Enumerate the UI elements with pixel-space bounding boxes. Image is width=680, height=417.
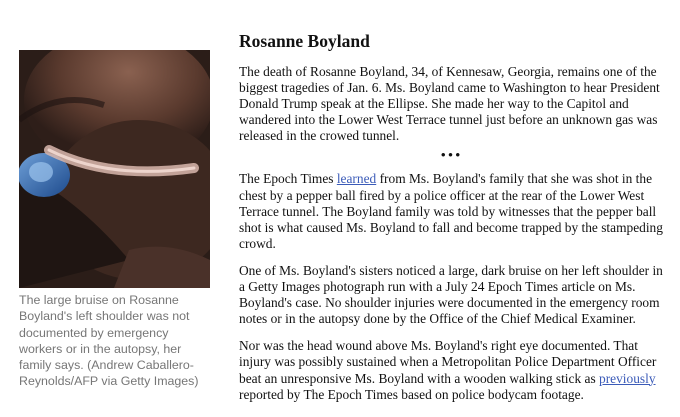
section-divider: ••• bbox=[440, 148, 463, 165]
article-body bbox=[239, 31, 664, 414]
photo-illustration bbox=[19, 50, 210, 288]
learned-link[interactable]: learned bbox=[336, 171, 377, 187]
paragraph-1: The death of Rosanne Boyland, 34, of Kennesaw, Georgia, remains one of the biggest tragedies of Jan. 6. Ms. Boyland came to Washington to hear President Donald Trump speak at the Ellipse. She made her way to the Capitol and wandered into the Lower West Terrace tunnel just before an unknown gas was released in the crowed tunnel. bbox=[239, 64, 660, 144]
paragraph-2: The Epoch Times learned from Ms. Boyland's family that she was shot in the chest by a pepper ball fired by a police officer at the rear of the Lower West Terrace tunnel. The Boyland family was told by witnesses that the pepper ball shot is what caused Ms. Boyland to fall and become trapped by the stampeding crowd. bbox=[239, 171, 663, 251]
paragraph-3: One of Ms. Boyland's sisters noticed a large, dark bruise on her left shoulder in a Getty Images photograph run with a July 24 Epoch Times article on Ms. Boyland's case. No shoulder injuries were documented in the emergency room notes or in the autopsy done by the Office of the Chief Medical Examiner. bbox=[239, 262, 663, 327]
article-heading: Rosanne Boyland bbox=[239, 31, 370, 51]
previously-link[interactable]: previously bbox=[599, 370, 656, 386]
article-photo bbox=[19, 50, 210, 288]
photo-caption: The large bruise on Rosanne Boyland's left shoulder was not documented by emergency workers or in the autopsy, her family says. (Andrew Caballero-Reynolds/AFP via Getty Images) bbox=[19, 293, 199, 389]
paragraph-4: Nor was the head wound above Ms. Boyland's right eye documented. That injury was possibly sustained when a Metropolitan Police Department Officer beat an unresponsive Ms. Boyland with a wooden walking stick as previously reported by The Epoch Times based on police bodycam footage. bbox=[239, 338, 657, 402]
